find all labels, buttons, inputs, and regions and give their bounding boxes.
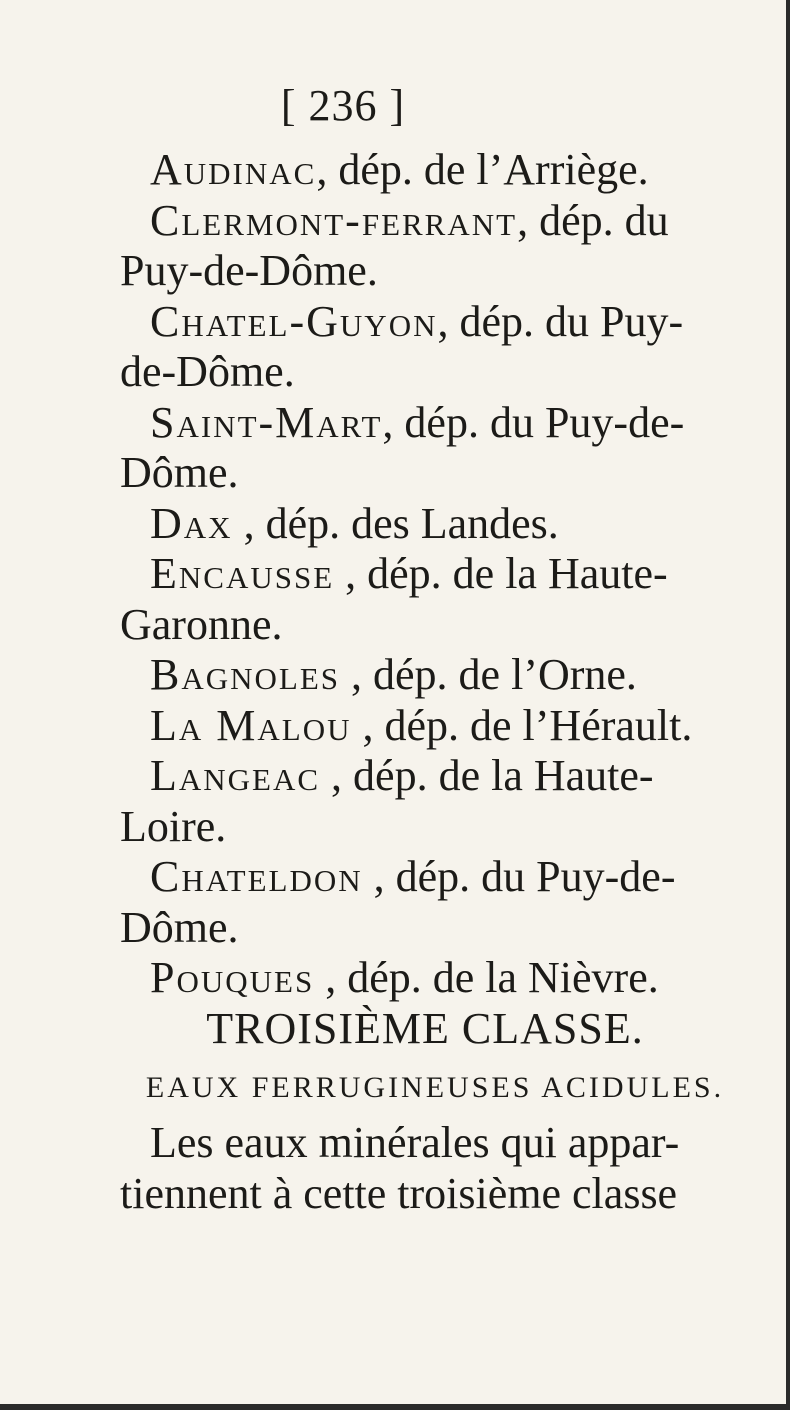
department-text: , dép. de l’Hérault. (351, 700, 693, 750)
spa-entry-saint-mart (120, 398, 750, 499)
spa-name: Chateldon (150, 852, 363, 901)
spa-name: Clermont-ferrant (150, 195, 518, 245)
entry-line (120, 398, 750, 449)
spa-name: Dax (150, 498, 233, 548)
entry-line (120, 196, 750, 247)
spa-entry-chateldon (120, 852, 750, 953)
entry-line (120, 499, 750, 550)
entry-continuation: de-Dôme. (120, 347, 295, 396)
page-number: [ 236 ] (280, 81, 406, 130)
spa-name: Encausse (150, 549, 335, 598)
paragraph-line: tiennent à cette troisième classe (120, 1168, 678, 1218)
entry-line (120, 701, 750, 752)
spa-name: Saint-Mart (150, 397, 383, 447)
department-text: , dép. de l’Orne. (340, 650, 637, 699)
spa-entry-bagnoles (120, 650, 750, 701)
entry-line (120, 751, 750, 802)
spa-entry-clermont-ferrant (120, 196, 750, 297)
entry-line (120, 297, 750, 348)
spa-entry-la-malou (120, 701, 750, 752)
spa-name: La Malou (150, 700, 352, 750)
spa-name: Bagnoles (150, 650, 341, 699)
page-content (120, 145, 750, 1219)
entry-continuation: Puy-de-Dôme. (120, 246, 378, 295)
entry-continuation: Garonne. (120, 599, 283, 649)
spa-entry-langeac (120, 751, 750, 852)
department-text: , dép. du Puy-de- (382, 397, 685, 447)
department-text: , dép. de la Nièvre. (314, 953, 659, 1002)
entry-continuation: Dôme. (120, 902, 239, 952)
spa-entry-audinac (120, 145, 750, 196)
body-paragraph (120, 1118, 750, 1219)
entry-continuation: Loire. (120, 801, 227, 851)
entry-line (120, 145, 750, 196)
department-text: , dép. des Landes. (232, 498, 559, 548)
spa-entry-dax (120, 499, 750, 550)
spa-name: Chatel-Guyon (150, 296, 438, 346)
spa-entry-chatel-guyon (120, 297, 750, 398)
entry-line (120, 650, 750, 701)
spa-entry-encausse (120, 549, 750, 650)
section-subtitle: EAUX FERRUGINEUSES ACIDULES. (145, 1071, 725, 1104)
spa-name: Audinac (150, 145, 317, 194)
paragraph-line: Les eaux minérales qui appar- (150, 1118, 680, 1167)
department-text: , dép. de la Haute- (320, 751, 654, 800)
page-header (0, 80, 786, 131)
department-text: , dép. de l’Arriège. (316, 145, 649, 194)
department-text: , dép. de la Haute- (334, 549, 668, 598)
section-title: TROISIÈME CLASSE. (206, 1003, 644, 1053)
department-text: , dép. du (517, 195, 669, 245)
entry-line (120, 852, 750, 903)
spa-name: Pouques (150, 953, 315, 1002)
entry-line (120, 549, 750, 600)
entry-line (120, 953, 750, 1004)
entry-continuation: Dôme. (120, 448, 239, 497)
spa-name: Langeac (150, 751, 321, 800)
spa-entry-pouques (120, 953, 750, 1004)
department-text: , dép. du Puy- (437, 296, 684, 346)
department-text: , dép. du Puy-de- (362, 852, 676, 901)
